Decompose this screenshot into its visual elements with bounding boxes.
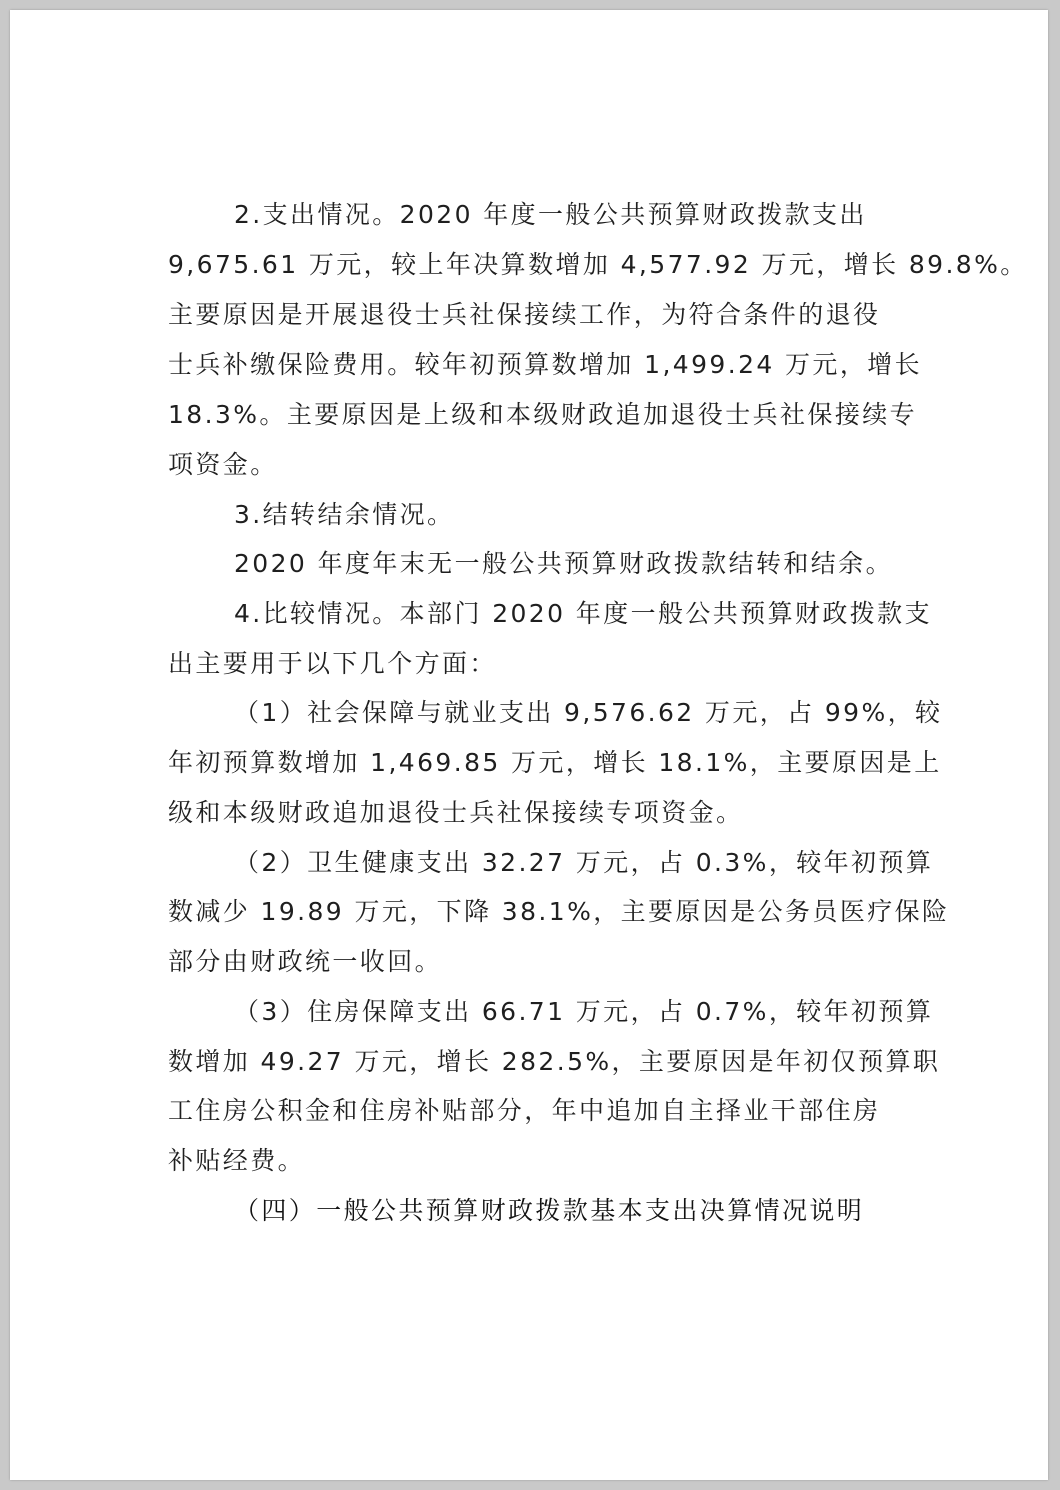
paragraph-line: 士兵补缴保险费用。较年初预算数增加 1,499.24 万元，增长 bbox=[168, 350, 923, 379]
list-item-line: 级和本级财政追加退役士兵社保接续专项资金。 bbox=[168, 798, 744, 827]
list-item-line: 部分由财政统一收回。 bbox=[168, 947, 443, 976]
paragraph-line: 2.支出情况。2020 年度一般公共预算财政拨款支出 bbox=[234, 200, 867, 229]
paragraph-line: 项资金。 bbox=[168, 450, 278, 479]
document-page bbox=[10, 10, 1048, 1480]
paragraph-line: 9,675.61 万元，较上年决算数增加 4,577.92 万元，增长 89.8%。 bbox=[168, 250, 1028, 279]
list-item-line: 数减少 19.89 万元，下降 38.1%，主要原因是公务员医疗保险 bbox=[168, 897, 950, 926]
list-item-line: （3）住房保障支出 66.71 万元，占 0.7%，较年初预算 bbox=[234, 997, 934, 1026]
paragraph-line: 出主要用于以下几个方面： bbox=[168, 649, 497, 678]
paragraph-line: 2020 年度年末无一般公共预算财政拨款结转和结余。 bbox=[234, 549, 893, 578]
list-item-line: 补贴经费。 bbox=[168, 1146, 306, 1175]
list-item-line: 数增加 49.27 万元，增长 282.5%，主要原因是年初仅预算职 bbox=[168, 1047, 941, 1076]
list-item-line: 工住房公积金和住房补贴部分，年中追加自主择业干部住房 bbox=[168, 1096, 881, 1125]
paragraph-line: 18.3%。主要原因是上级和本级财政追加退役士兵社保接续专 bbox=[168, 400, 918, 429]
list-item-line: （2）卫生健康支出 32.27 万元，占 0.3%，较年初预算 bbox=[234, 848, 934, 877]
section-heading: （四）一般公共预算财政拨款基本支出决算情况说明 bbox=[234, 1196, 865, 1225]
section-subheading: 3.结转结余情况。 bbox=[234, 500, 455, 529]
list-item-line: （1）社会保障与就业支出 9,576.62 万元，占 99%，较 bbox=[234, 698, 943, 727]
paragraph-line: 主要原因是开展退役士兵社保接续工作，为符合条件的退役 bbox=[168, 300, 881, 329]
list-item-line: 年初预算数增加 1,469.85 万元，增长 18.1%，主要原因是上 bbox=[168, 748, 942, 777]
section-subheading: 4.比较情况。本部门 2020 年度一般公共预算财政拨款支 bbox=[234, 599, 932, 628]
